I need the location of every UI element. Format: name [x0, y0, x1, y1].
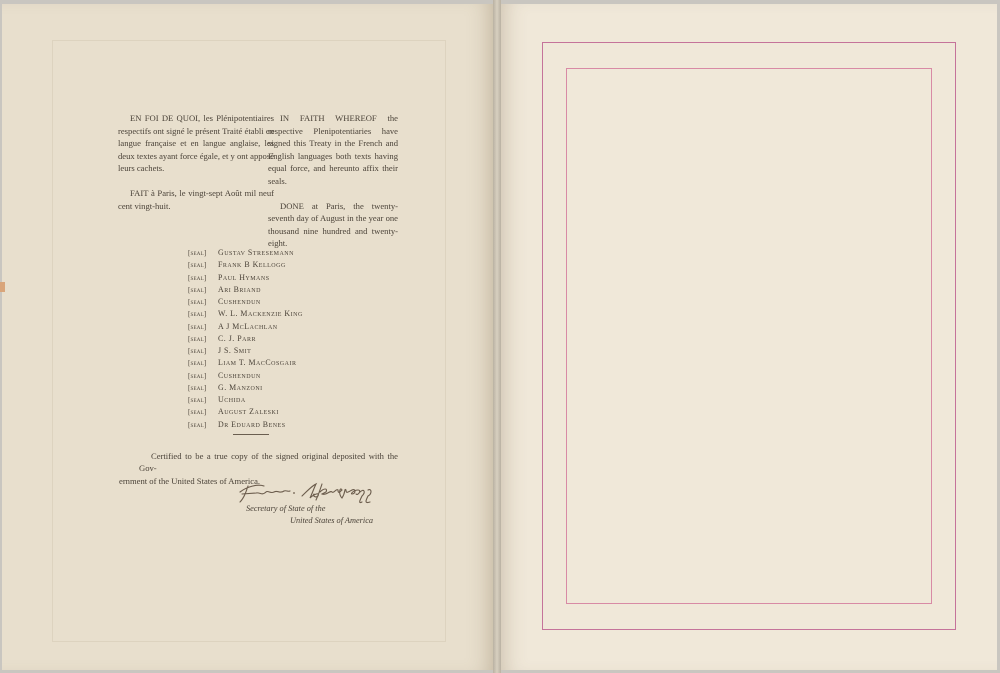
- seal-label: [seal]: [188, 334, 207, 343]
- signatory-name: J S. Smit: [218, 346, 252, 355]
- signatory-name: G. Manzoni: [218, 382, 263, 392]
- signatory-name: Cushendun: [218, 297, 261, 306]
- signatory-row: [188, 308, 303, 320]
- seal-label: [seal]: [188, 359, 207, 368]
- inner-frame-border: [566, 68, 932, 604]
- signatory-name: Ari Briand: [218, 284, 261, 294]
- signatory-row: [188, 357, 303, 369]
- signatory-row: [188, 333, 303, 345]
- signatory-row: [188, 406, 303, 418]
- seal-label: [seal]: [188, 383, 207, 392]
- french-column: [118, 112, 274, 224]
- page-tab: [0, 282, 5, 292]
- french-paragraph-1: EN FOI DE QUOI, les Plénipotentiaires respectifs ont signé le présent Traité établi en langue française et en langue anglaise, les deux textes ayant force égale, et y ont apposé leurs cachets.: [118, 113, 274, 174]
- seal-label: [seal]: [188, 420, 207, 429]
- signatory-row: [188, 247, 303, 259]
- seal-label: [seal]: [188, 396, 207, 404]
- seal-label: [seal]: [188, 347, 207, 355]
- seal-label: [seal]: [188, 408, 207, 417]
- signatory-name: Cushendun: [218, 370, 261, 380]
- french-paragraph-2: FAIT à Paris, le vingt-sept Août mil neuf cent vingt-huit.: [118, 187, 274, 211]
- seal-label: [seal]: [188, 285, 207, 294]
- divider-rule: [233, 434, 269, 435]
- signatory-name: Paul Hymans: [218, 272, 270, 282]
- signatory-name: W. L. Mackenzie King: [218, 309, 303, 319]
- kellogg-signature: [234, 474, 394, 506]
- signatory-row: [188, 259, 303, 271]
- seal-label: [seal]: [188, 261, 207, 270]
- seal-label: [seal]: [188, 298, 207, 306]
- signatory-row: [188, 272, 303, 284]
- signatory-name: Liam T. MacCosgair: [218, 358, 297, 368]
- signatory-row: [188, 419, 303, 431]
- signatory-row: [188, 284, 303, 296]
- signatory-row: [188, 394, 303, 406]
- signatory-name: C. J. Parr: [218, 333, 256, 343]
- signatory-name: August Zaleski: [218, 407, 279, 417]
- secretary-title-line-1: Secretary of State of the: [246, 504, 326, 513]
- seal-label: [seal]: [188, 371, 207, 380]
- signatory-row: [188, 345, 303, 357]
- right-page: [500, 4, 997, 670]
- english-column: [268, 112, 398, 262]
- signatory-name: Gustav Stresemann: [218, 248, 294, 257]
- book-gutter: [493, 0, 501, 673]
- certification-line-1: Certified to be a true copy of the signed original deposited with the Gov-: [139, 451, 398, 474]
- seal-label: [seal]: [188, 322, 207, 331]
- english-paragraph-2: DONE at Paris, the twenty-seventh day of August in the year one thousand nine hundred and twenty-eight.: [268, 200, 398, 249]
- seal-label: [seal]: [188, 273, 207, 282]
- signatory-list: [188, 247, 303, 431]
- seal-label: [seal]: [188, 249, 207, 257]
- secretary-title-line-2: United States of America: [290, 516, 374, 525]
- signatory-name: Uchida: [218, 395, 246, 404]
- signatory-row: [188, 382, 303, 394]
- signatory-name: Dr Eduard Benes: [218, 419, 286, 429]
- signatory-row: [188, 370, 303, 382]
- seal-label: [seal]: [188, 310, 207, 319]
- english-paragraph-1: IN FAITH WHEREOF the respective Plenipotentiaries have signed this Treaty in the French and English languages both texts having equal force, and hereunto affix their seals.: [268, 113, 398, 186]
- signatory-row: [188, 321, 303, 333]
- signatory-row: [188, 296, 303, 308]
- certification-line-2: ernment of the United States of America.: [119, 475, 261, 486]
- signatory-name: A J McLachlan: [218, 321, 278, 331]
- signatory-name: Frank B Kellogg: [218, 260, 286, 270]
